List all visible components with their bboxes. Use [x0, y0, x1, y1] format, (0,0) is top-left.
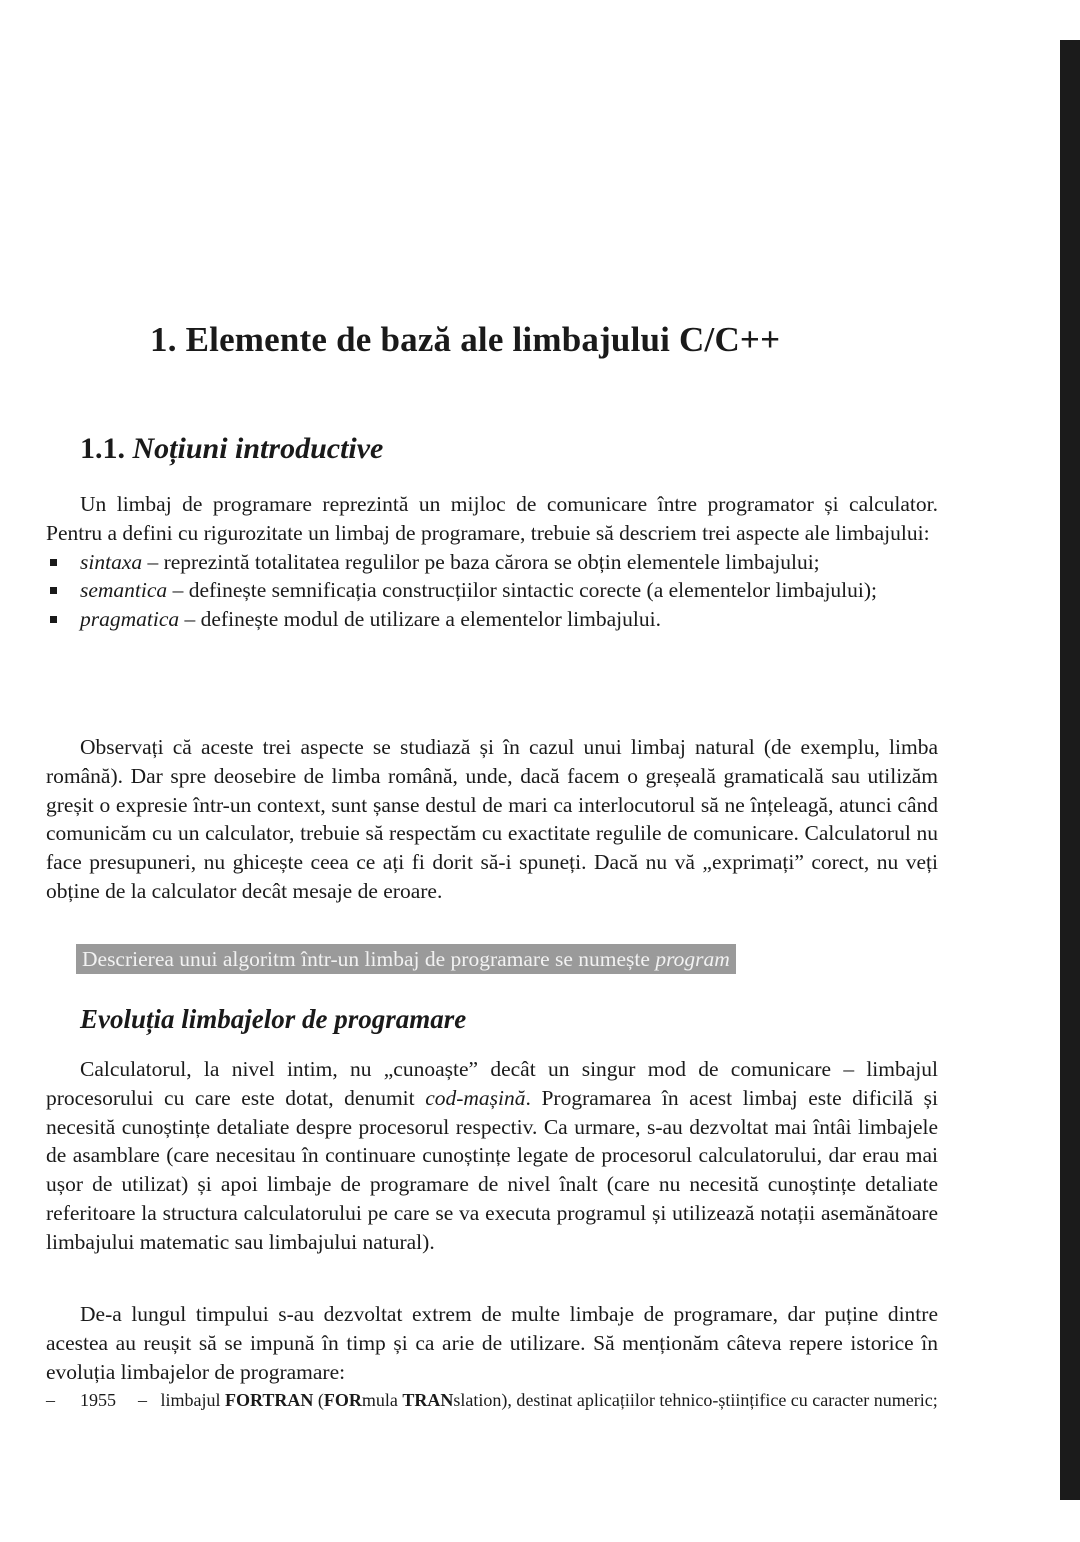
milestone-year: 1955 — [80, 1390, 116, 1411]
milestone-word-part: slation) — [453, 1390, 508, 1411]
evolution-paragraph-1 — [46, 1055, 938, 1257]
list-item — [46, 548, 938, 577]
definition-highlight — [76, 944, 736, 974]
milestone-acronym-part: FOR — [323, 1390, 362, 1411]
milestones-list — [46, 1386, 938, 1414]
bullet-icon — [50, 616, 57, 623]
milestone-lang: FORTRAN — [225, 1390, 314, 1411]
list-item — [46, 605, 938, 634]
definition-term: program — [655, 947, 730, 971]
evolution-block — [46, 1055, 938, 1257]
definition-text: Descrierea unui algoritm într-un limbaj de programare se numește — [82, 947, 656, 971]
observation-paragraph: Observați că aceste trei aspecte se studiază și în cazul unui limbaj natural (de exemplu, limba română). Dar spre deosebire de limba română, unde, dacă facem o greșeală gramaticală sau utilizăm greșit o expresie într-un context, sunt șanse destul de mari ca interlocutorul să ne înțeleagă, atunci când comunicăm cu un calculator, trebuie să respectăm cu exactitate regulile de comunicare. Calculatorul nu face presupuneri, nu ghicește ceea ce ați fi dorit să-i spuneți. Dacă nu vă „exprimați” corect, nu veți obține de la calculator decât mesaje de eroare. — [46, 735, 938, 903]
intro-paragraph: Un limbaj de programare reprezintă un mijloc de comunicare între programator și calculator. Pentru a defini cu rigurozitate un limbaj de programare, trebuie să descriem trei aspecte ale limbajului: — [46, 492, 938, 545]
milestone-word-part: mula — [361, 1390, 403, 1411]
section-title: Noțiuni introductive — [132, 432, 384, 465]
list-item — [46, 576, 938, 605]
scan-edge-shadow — [1060, 40, 1080, 1500]
chapter-title: 1. Elemente de bază ale limbajului C/C++ — [150, 320, 781, 359]
observation-block — [46, 733, 938, 906]
aspect-term: semantica — [80, 578, 168, 603]
milestone-separator: – — [138, 1390, 147, 1411]
evolution-text-before: Calculatorul, la nivel intim, nu „cunoaște” decât un singur mod de comunicare – limbajul procesorului cu care este dotat, denumit — [46, 1057, 938, 1110]
milestone-detail: , destinat aplicațiilor tehnico-științifice cu caracter numeric; — [507, 1390, 938, 1411]
subsection-title: Evoluția limbajelor de programare — [80, 1004, 467, 1034]
evolution-block-2 — [46, 1300, 938, 1414]
aspect-text: – definește semnificația construcțiilor sintactic corecte (a elementelor limbajului); — [167, 578, 878, 603]
milestone-acronym-part: TRAN — [402, 1390, 454, 1411]
evolution-paragraph-2: De-a lungul timpului s-au dezvoltat extrem de multe limbaje de programare, dar puține dintre acestea au reușit să se impună în timp și ca arie de utilizare. Să menționăm câteva repere istorice în evoluția limbajelor de programare: — [46, 1302, 938, 1384]
aspect-term: pragmatica — [80, 607, 180, 632]
section-heading — [80, 432, 383, 466]
list-item — [46, 1386, 938, 1414]
aspect-text: – reprezintă totalitatea regulilor pe baza cărora se obțin elementele limbajului; — [142, 549, 820, 574]
aspect-term: sintaxa — [80, 549, 143, 574]
dash-marker: – — [46, 1390, 55, 1411]
milestone-open: ( — [313, 1390, 324, 1411]
milestone-lang-prefix: limbajul — [160, 1390, 225, 1411]
bullet-icon — [50, 587, 57, 594]
intro-block — [46, 490, 938, 634]
evolution-text-after: . Programarea în acest limbaj este dificilă și necesită cunoștințe detaliate despre procesorul respectiv. Ca urmare, s-au dezvoltat mai întâi limbajele de asamblare (care necesitau în continuare cunoștințe legate de procesorul calculatorului, dar erau mai ușor de utilizat) și apoi limbaje de programare de nivel înalt (care nu necesită cunoștințe detaliate referitoare la structura calculatorului pe care se va executa programul și utilizează notații asemănătoare limbajului matematic sau limbajului natural). — [46, 1085, 938, 1254]
aspect-text: – definește modul de utilizare a elementelor limbajului. — [179, 607, 661, 632]
evolution-term: cod-mașină — [425, 1085, 526, 1110]
section-number: 1.1. — [80, 432, 125, 465]
bullet-icon — [50, 559, 57, 566]
aspects-list — [46, 548, 938, 634]
